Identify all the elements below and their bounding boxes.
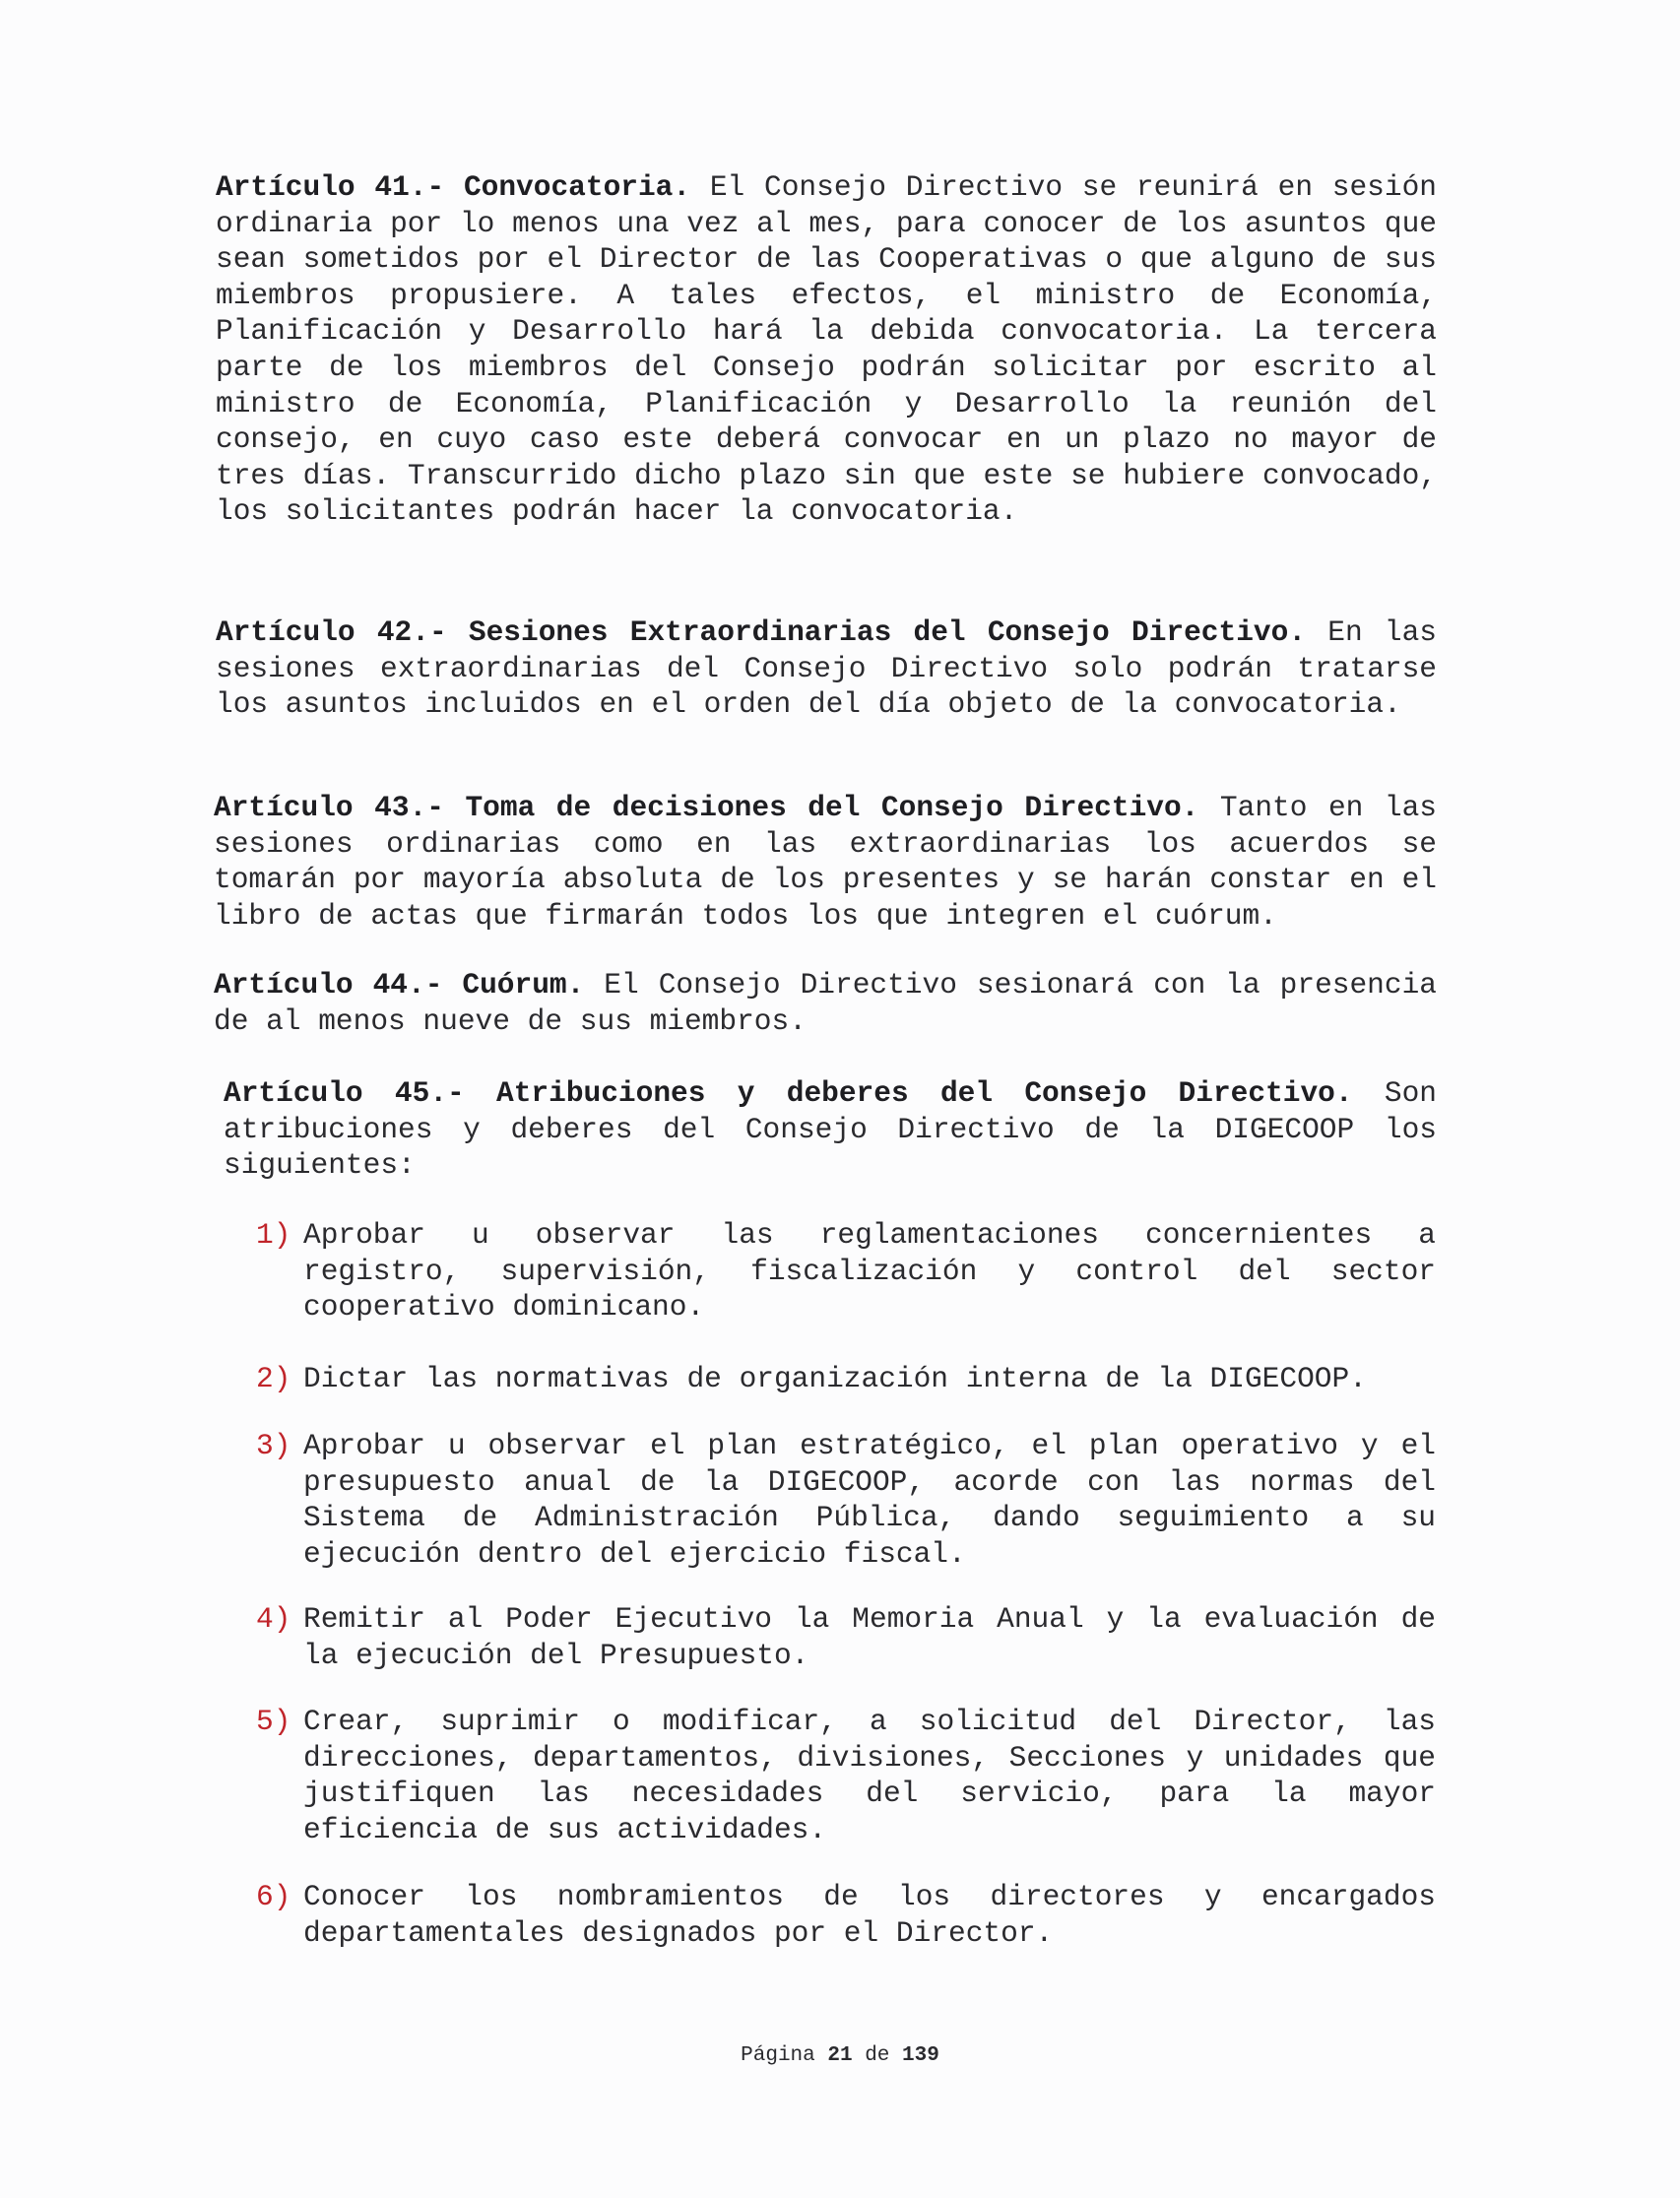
article-heading: Artículo 42.- Sesiones Extraordinarias del Consejo Directivo. bbox=[216, 615, 1307, 649]
article-41 bbox=[216, 169, 1437, 530]
footer-separator: de bbox=[865, 2044, 890, 2067]
list-number: 5) bbox=[256, 1705, 291, 1738]
list-text: Crear, suprimir o modificar, a solicitud del Director, las direcciones, departamentos, divisiones, Secciones y unidades que justifiquen las necesidades del servicio, para la mayor eficiencia de sus actividades. bbox=[303, 1705, 1436, 1846]
list-text: Remitir al Poder Ejecutivo la Memoria Anual y la evaluación de la ejecución del Presupuesto. bbox=[303, 1602, 1436, 1672]
article-heading: Artículo 45.- Atribuciones y deberes del Consejo Directivo. bbox=[224, 1076, 1353, 1110]
list-text: Dictar las normativas de organización interna de la DIGECOOP. bbox=[303, 1362, 1367, 1395]
article-body: Son atribuciones y deberes del Consejo Directivo de la DIGECOOP los siguientes: bbox=[224, 1076, 1437, 1183]
footer-total-pages: 139 bbox=[902, 2044, 939, 2067]
article-heading: Artículo 43.- Toma de decisiones del Consejo Directivo. bbox=[214, 791, 1199, 824]
article-43 bbox=[214, 790, 1437, 934]
list-text: Aprobar u observar las reglamentaciones concernientes a registro, supervisión, fiscalización y control del sector cooperativo dominicano. bbox=[303, 1218, 1436, 1325]
article-body: En las sesiones extraordinarias del Consejo Directivo solo podrán tratarse los asuntos incluidos en el orden del día objeto de la convocatoria. bbox=[216, 615, 1437, 722]
article-45 bbox=[224, 1075, 1437, 1184]
article-body: Tanto en las sesiones ordinarias como en las extraordinarias los acuerdos se tomarán por mayoría absoluta de los presentes y se harán constar en el libro de actas que firmarán todos los que integren el cuórum. bbox=[214, 791, 1437, 933]
footer-prefix: Página bbox=[741, 2044, 815, 2067]
article-heading: Artículo 44.- Cuórum. bbox=[214, 968, 585, 1002]
article-42 bbox=[216, 614, 1437, 723]
article-44 bbox=[214, 967, 1437, 1039]
list-number: 1) bbox=[256, 1218, 291, 1252]
list-number: 2) bbox=[256, 1362, 291, 1395]
list-number: 4) bbox=[256, 1602, 291, 1636]
page-footer bbox=[0, 2044, 1680, 2067]
article-heading: Artículo 41.- Convocatoria. bbox=[216, 170, 691, 204]
article-body: El Consejo Directivo se reunirá en sesión ordinaria por lo menos una vez al mes, para conocer de los asuntos que sean sometidos por el Director de las Cooperativas o que alguno de sus miembros propusiere. A tales efectos, el ministro de Economía, Planificación y Desarrollo hará la debida convocatoria. La tercera parte de los miembros del Consejo podrán solicitar por escrito al ministro de Economía, Planificación y Desarrollo la reunión del consejo, en cuyo caso este deberá convocar en un plazo no mayor de tres días. Transcurrido dicho plazo sin que este se hubiere convocado, los solicitantes podrán hacer la convocatoria. bbox=[216, 170, 1437, 529]
list-text: Aprobar u observar el plan estratégico, el plan operativo y el presupuesto anual de la DIGECOOP, acorde con las normas del Sistema de Administración Pública, dando seguimiento a su ejecución dentro del ejercicio fiscal. bbox=[303, 1429, 1436, 1571]
list-number: 3) bbox=[256, 1429, 291, 1462]
list-text: Conocer los nombramientos de los directores y encargados departamentales designados por el Director. bbox=[303, 1880, 1436, 1950]
list-number: 6) bbox=[256, 1880, 291, 1913]
footer-page-number: 21 bbox=[827, 2044, 853, 2067]
article-body: El Consejo Directivo sesionará con la presencia de al menos nueve de sus miembros. bbox=[214, 968, 1437, 1038]
